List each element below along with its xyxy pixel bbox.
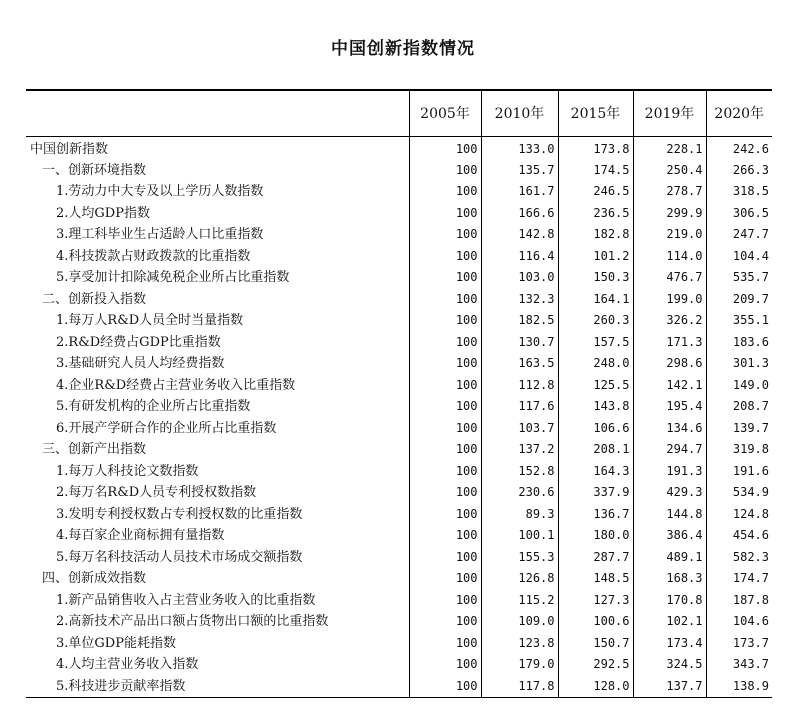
- row-label: 2.R&D经费占GDP比重指数: [56, 334, 221, 350]
- cell-2020: 183.6: [706, 332, 772, 354]
- table-row: [26, 676, 772, 698]
- cell-2015: 101.2: [558, 246, 633, 268]
- cell-2010: 109.0: [481, 611, 558, 633]
- row-label: 5.有研发机构的企业所占比重指数: [56, 399, 251, 415]
- table-row: [26, 332, 772, 354]
- row-label: 2.人均GDP指数: [56, 205, 150, 221]
- cell-2010: 182.5: [481, 310, 558, 332]
- cell-2005: 100: [409, 525, 481, 547]
- cell-2020: 306.5: [706, 203, 772, 225]
- table-row: [26, 611, 772, 633]
- row-label: 1.每万人R&D人员全时当量指数: [56, 313, 244, 329]
- row-label: 三、创新产出指数: [42, 442, 147, 458]
- row-label: 中国创新指数: [30, 141, 109, 157]
- cell-2015: 182.8: [558, 224, 633, 246]
- table-row: [26, 633, 772, 655]
- table-row: [26, 439, 772, 461]
- page-title: 中国创新指数情况: [331, 39, 475, 59]
- cell-2010: 100.1: [481, 525, 558, 547]
- table-header-row: [26, 90, 772, 136]
- row-label: 3.基础研究人员人均经费指数: [56, 356, 225, 372]
- row-label: 四、创新成效指数: [42, 571, 147, 587]
- table-row: [26, 547, 772, 569]
- cell-2010: 133.0: [481, 136, 558, 160]
- cell-2010: 137.2: [481, 439, 558, 461]
- cell-2019: 199.0: [633, 289, 706, 311]
- table-body: [26, 136, 772, 697]
- cell-2010: 116.4: [481, 246, 558, 268]
- row-label: 3.理工科毕业生占适龄人口比重指数: [56, 227, 264, 243]
- cell-2005: 100: [409, 482, 481, 504]
- cell-2010: 161.7: [481, 181, 558, 203]
- cell-2005: 100: [409, 289, 481, 311]
- cell-2015: 173.8: [558, 136, 633, 160]
- cell-2019: 137.7: [633, 676, 706, 698]
- row-label: 6.开展产学研合作的企业所占比重指数: [56, 420, 277, 436]
- table-row: [26, 267, 772, 289]
- cell-2019: 298.6: [633, 353, 706, 375]
- row-label: 4.人均主营业务收入指数: [56, 657, 199, 673]
- cell-2010: 117.6: [481, 396, 558, 418]
- cell-2019: 114.0: [633, 246, 706, 268]
- cell-2010: 155.3: [481, 547, 558, 569]
- table-row: [26, 289, 772, 311]
- cell-2005: 100: [409, 310, 481, 332]
- innovation-index-table: [26, 89, 772, 698]
- cell-2020: 343.7: [706, 654, 772, 676]
- cell-2019: 191.3: [633, 461, 706, 483]
- cell-2005: 100: [409, 375, 481, 397]
- table-row: [26, 203, 772, 225]
- cell-2020: 301.3: [706, 353, 772, 375]
- cell-2015: 136.7: [558, 504, 633, 526]
- table-row: [26, 461, 772, 483]
- row-label: 一、创新环境指数: [42, 162, 147, 178]
- cell-2005: 100: [409, 547, 481, 569]
- cell-2015: 100.6: [558, 611, 633, 633]
- table-row: [26, 418, 772, 440]
- table-row: [26, 246, 772, 268]
- cell-2019: 134.6: [633, 418, 706, 440]
- cell-2020: 209.7: [706, 289, 772, 311]
- cell-2005: 100: [409, 267, 481, 289]
- cell-2019: 195.4: [633, 396, 706, 418]
- cell-2020: 247.7: [706, 224, 772, 246]
- cell-2010: 115.2: [481, 590, 558, 612]
- cell-2019: 278.7: [633, 181, 706, 203]
- cell-2015: 164.1: [558, 289, 633, 311]
- cell-2015: 174.5: [558, 160, 633, 182]
- cell-2019: 168.3: [633, 568, 706, 590]
- cell-2015: 127.3: [558, 590, 633, 612]
- cell-2005: 100: [409, 160, 481, 182]
- cell-2010: 103.0: [481, 267, 558, 289]
- cell-2005: 100: [409, 181, 481, 203]
- cell-2005: 100: [409, 611, 481, 633]
- cell-2019: 173.4: [633, 633, 706, 655]
- cell-2010: 142.8: [481, 224, 558, 246]
- row-label: 二、创新投入指数: [42, 291, 147, 307]
- row-label: 5.科技进步贡献率指数: [26, 676, 409, 698]
- table-row: [26, 181, 772, 203]
- column-header-2020: 2020年: [706, 90, 772, 136]
- cell-2010: 166.6: [481, 203, 558, 225]
- cell-2020: 104.4: [706, 246, 772, 268]
- table-row: [26, 136, 772, 160]
- cell-2010: 230.6: [481, 482, 558, 504]
- cell-2015: 128.0: [558, 676, 633, 698]
- cell-2010: 130.7: [481, 332, 558, 354]
- cell-2015: 208.1: [558, 439, 633, 461]
- cell-2019: 476.7: [633, 267, 706, 289]
- cell-2010: 135.7: [481, 160, 558, 182]
- cell-2005: 100: [409, 461, 481, 483]
- cell-2019: 250.4: [633, 160, 706, 182]
- cell-2019: 489.1: [633, 547, 706, 569]
- cell-2019: 144.8: [633, 504, 706, 526]
- cell-2005: 100: [409, 654, 481, 676]
- row-label: 5.每万名科技活动人员技术市场成交额指数: [56, 549, 303, 565]
- table-row: [26, 654, 772, 676]
- table-row: [26, 590, 772, 612]
- row-label: 3.单位GDP能耗指数: [56, 635, 176, 651]
- cell-2015: 148.5: [558, 568, 633, 590]
- cell-2005: 100: [409, 504, 481, 526]
- cell-2010: 132.3: [481, 289, 558, 311]
- cell-2020: 242.6: [706, 136, 772, 160]
- cell-2015: 106.6: [558, 418, 633, 440]
- cell-2015: 248.0: [558, 353, 633, 375]
- cell-2020: 187.8: [706, 590, 772, 612]
- cell-2020: 191.6: [706, 461, 772, 483]
- cell-2019: 171.3: [633, 332, 706, 354]
- cell-2015: 292.5: [558, 654, 633, 676]
- cell-2010: 123.8: [481, 633, 558, 655]
- cell-2020: 208.7: [706, 396, 772, 418]
- table-row: [26, 525, 772, 547]
- row-label: 1.劳动力中大专及以上学历人数指数: [56, 184, 264, 200]
- cell-2015: 236.5: [558, 203, 633, 225]
- cell-2019: 219.0: [633, 224, 706, 246]
- row-label: 5.享受加计扣除减免税企业所占比重指数: [56, 270, 290, 286]
- cell-2005: 100: [409, 418, 481, 440]
- cell-2005: 100: [409, 353, 481, 375]
- cell-2015: 260.3: [558, 310, 633, 332]
- cell-2019: 324.5: [633, 654, 706, 676]
- row-label: 4.企业R&D经费占主营业务收入比重指数: [56, 377, 296, 393]
- cell-2010: 89.3: [481, 504, 558, 526]
- cell-2020: 318.5: [706, 181, 772, 203]
- table-row: [26, 568, 772, 590]
- cell-2019: 429.3: [633, 482, 706, 504]
- cell-2019: 142.1: [633, 375, 706, 397]
- cell-2010: 163.5: [481, 353, 558, 375]
- cell-2019: 228.1: [633, 136, 706, 160]
- row-label: 2.每万名R&D人员专利授权数指数: [56, 485, 257, 501]
- cell-2020: 266.3: [706, 160, 772, 182]
- cell-2020: 534.9: [706, 482, 772, 504]
- row-label: 2.高新技术产品出口额占货物出口额的比重指数: [56, 614, 329, 630]
- cell-2020: 582.3: [706, 547, 772, 569]
- cell-2020: 355.1: [706, 310, 772, 332]
- row-label: 1.每万人科技论文数指数: [56, 463, 199, 479]
- column-header-2015: 2015年: [558, 90, 633, 136]
- cell-2015: 157.5: [558, 332, 633, 354]
- cell-2015: 164.3: [558, 461, 633, 483]
- cell-2020: 454.6: [706, 525, 772, 547]
- cell-2010: 103.7: [481, 418, 558, 440]
- cell-2005: 100: [409, 439, 481, 461]
- cell-2019: 326.2: [633, 310, 706, 332]
- cell-2020: 139.7: [706, 418, 772, 440]
- column-header-2019: 2019年: [633, 90, 706, 136]
- cell-2005: 100: [409, 590, 481, 612]
- cell-2005: 100: [409, 246, 481, 268]
- cell-2020: 174.7: [706, 568, 772, 590]
- cell-2020: 149.0: [706, 375, 772, 397]
- cell-2020: 173.7: [706, 633, 772, 655]
- cell-2005: 100: [409, 203, 481, 225]
- column-header-label: [26, 90, 409, 136]
- cell-2019: 170.8: [633, 590, 706, 612]
- table-row: [26, 375, 772, 397]
- table-row: [26, 504, 772, 526]
- cell-2015: 246.5: [558, 181, 633, 203]
- cell-2005: 100: [409, 633, 481, 655]
- row-label: 4.每百家企业商标拥有量指数: [56, 528, 225, 544]
- column-header-2010: 2010年: [481, 90, 558, 136]
- cell-2015: 143.8: [558, 396, 633, 418]
- cell-2005: 100: [409, 396, 481, 418]
- cell-2020: 319.8: [706, 439, 772, 461]
- cell-2015: 125.5: [558, 375, 633, 397]
- cell-2010: 152.8: [481, 461, 558, 483]
- row-label: 1.新产品销售收入占主营业务收入的比重指数: [56, 592, 316, 608]
- cell-2005: 100: [409, 136, 481, 160]
- row-label: 4.科技拨款占财政拨款的比重指数: [56, 248, 251, 264]
- cell-2019: 294.7: [633, 439, 706, 461]
- cell-2015: 150.3: [558, 267, 633, 289]
- cell-2019: 102.1: [633, 611, 706, 633]
- cell-2010: 112.8: [481, 375, 558, 397]
- cell-2010: 117.8: [481, 676, 558, 698]
- cell-2015: 337.9: [558, 482, 633, 504]
- table-row: [26, 482, 772, 504]
- cell-2015: 287.7: [558, 547, 633, 569]
- cell-2005: 100: [409, 568, 481, 590]
- cell-2005: 100: [409, 332, 481, 354]
- cell-2015: 150.7: [558, 633, 633, 655]
- cell-2010: 126.8: [481, 568, 558, 590]
- cell-2015: 180.0: [558, 525, 633, 547]
- table-row: [26, 396, 772, 418]
- cell-2020: 124.8: [706, 504, 772, 526]
- table-row: [26, 224, 772, 246]
- cell-2020: 535.7: [706, 267, 772, 289]
- cell-2010: 179.0: [481, 654, 558, 676]
- row-label: 3.发明专利授权数占专利授权数的比重指数: [56, 506, 303, 522]
- cell-2020: 138.9: [706, 676, 772, 698]
- cell-2019: 386.4: [633, 525, 706, 547]
- column-header-2005: 2005年: [409, 90, 481, 136]
- table-row: [26, 310, 772, 332]
- table-row: [26, 160, 772, 182]
- cell-2005: 100: [409, 676, 481, 698]
- cell-2005: 100: [409, 224, 481, 246]
- cell-2019: 299.9: [633, 203, 706, 225]
- cell-2020: 104.6: [706, 611, 772, 633]
- table-row: [26, 353, 772, 375]
